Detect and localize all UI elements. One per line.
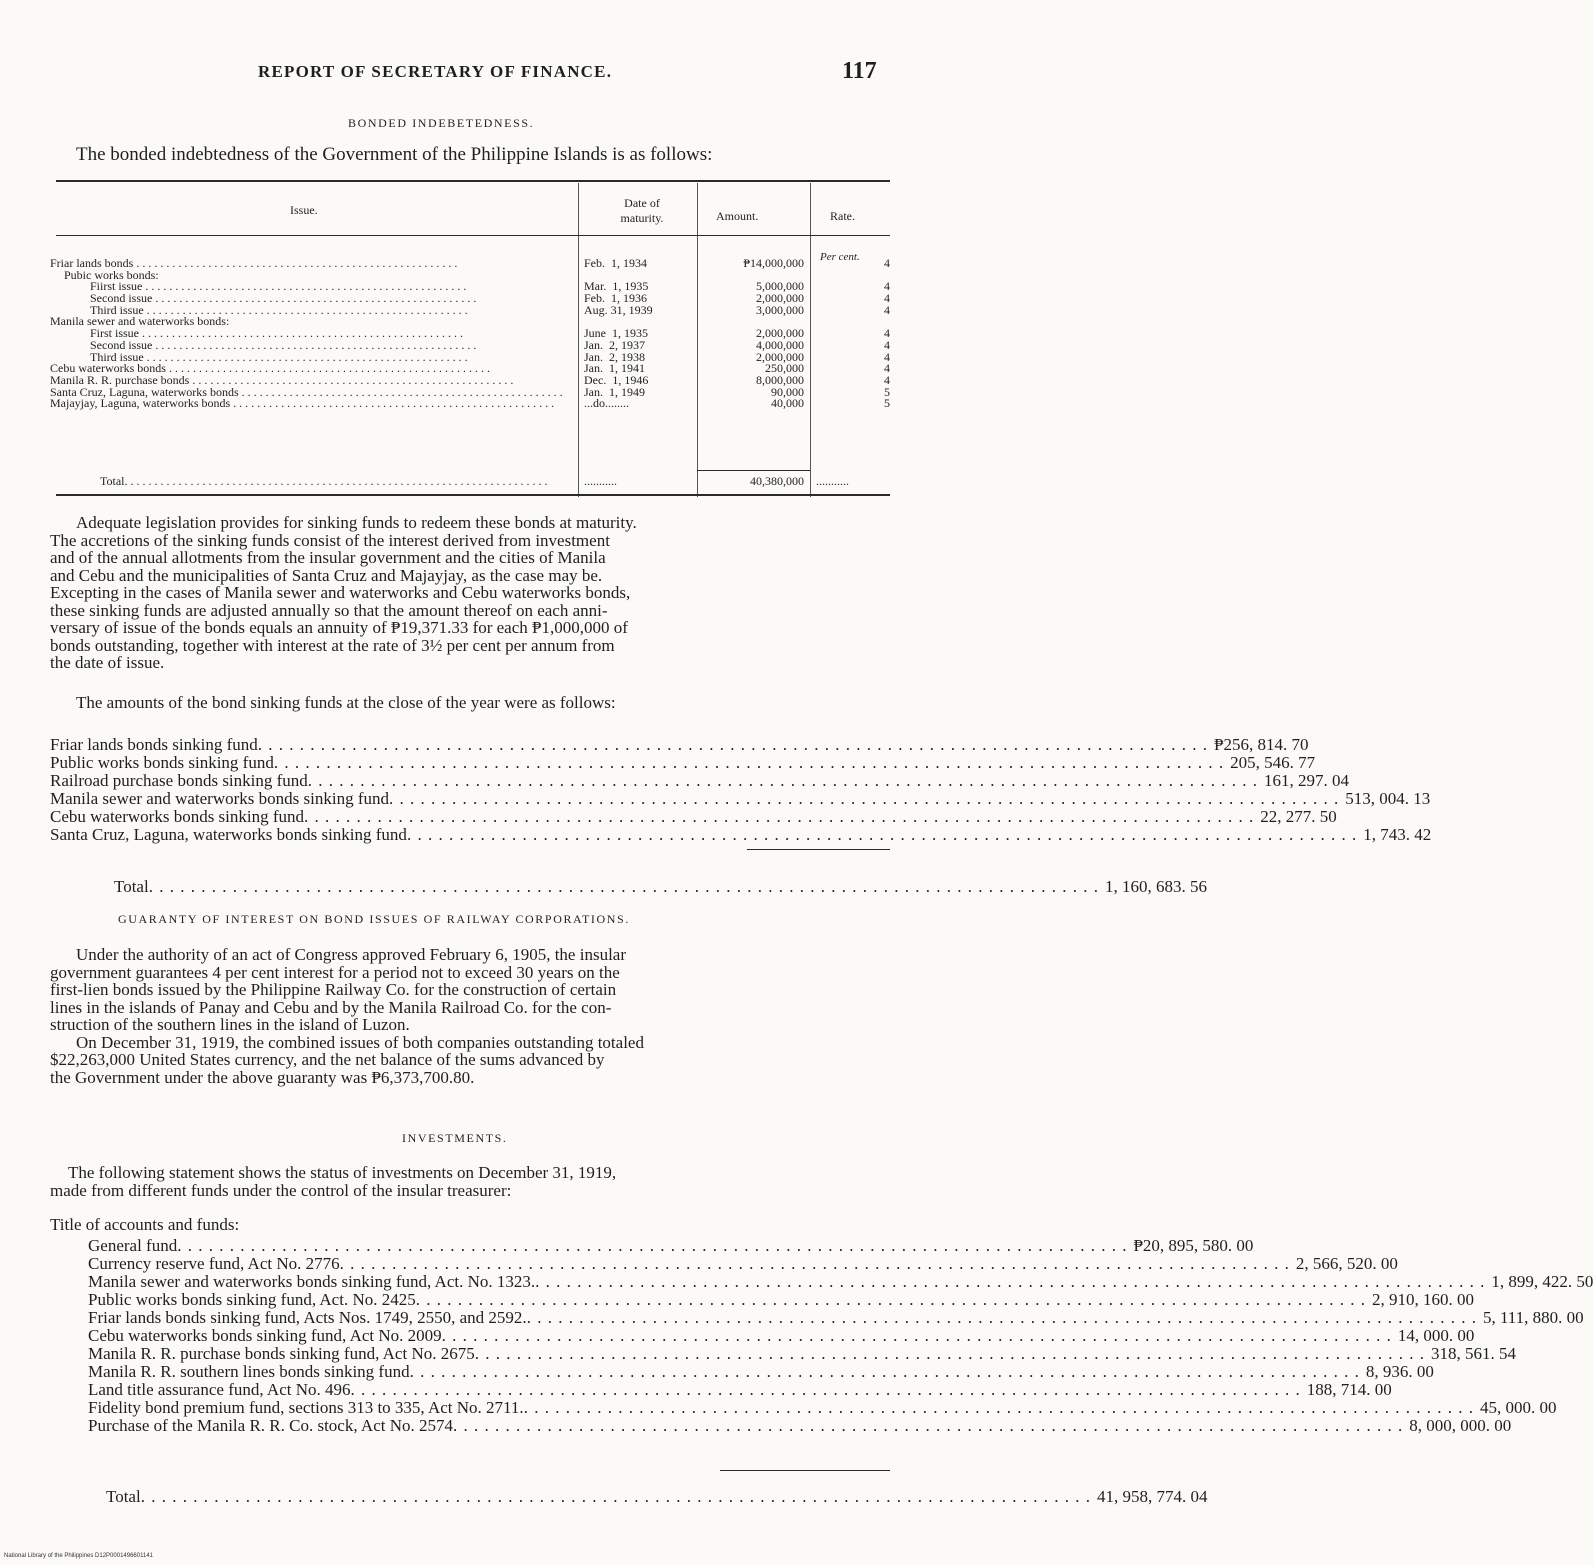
investment-row-value: 188, 714. 00: [1306, 1380, 1392, 1399]
bond-row-issue: Friar lands bonds . . . . . . . . . . . . . . . . . . . . . . . . . . . . . . . . . . . . . . . . . . . . . . . . . . . . . .: [50, 256, 458, 270]
bond-issue-label: Manila sewer and waterworks bonds:: [50, 314, 230, 329]
bond-row-amount: 3,000,000: [756, 302, 804, 317]
bond-row-amount: 250,000: [765, 361, 804, 376]
investments-total-value: 41, 958, 774. 04: [1096, 1487, 1208, 1506]
bond-maturity-column: [584, 258, 694, 410]
bond-issue-label: Second issue: [90, 291, 153, 306]
sinking-fund-list: [50, 735, 1432, 844]
investment-row-value: 318, 561. 54: [1430, 1344, 1516, 1363]
bond-row-maturity: Feb. 1, 1936: [584, 291, 647, 306]
col-header-maturity-line1: Date of: [624, 196, 660, 210]
investment-row-value: 2, 910, 160. 00: [1371, 1290, 1474, 1309]
bond-row-amount: 8,000,000: [756, 372, 804, 387]
bond-issue-label: Fiirst issue: [90, 279, 143, 294]
investment-row-value: ₱20, 895, 580. 00: [1133, 1236, 1254, 1255]
running-head: REPORT OF SECRETARY OF FINANCE.: [258, 62, 613, 81]
bond-row-issue: Second issue . . . . . . . . . . . . . . . . . . . . . . . . . . . . . . . . . . . . . . . . . . . . . . . . . . . . . .: [90, 291, 477, 306]
bond-row-rate: 4: [884, 326, 890, 341]
investment-row-value: 8, 000, 000. 00: [1409, 1416, 1512, 1435]
investments-intro-line: made from different funds under the control of the insular treasurer:: [50, 1180, 512, 1200]
bond-row-maturity: Aug. 31, 1939: [584, 302, 653, 317]
bond-row-maturity: June 1, 1935: [584, 326, 648, 341]
investment-row-value: 2, 566, 520. 00: [1295, 1254, 1398, 1273]
sinking-fund-row: [50, 825, 1432, 844]
bond-row-rate: [812, 270, 890, 282]
bond-issue-label: Manila R. R. purchase bonds: [50, 372, 190, 387]
investments-intro-line: The following statement shows the status of investments on December 31, 1919,: [68, 1163, 617, 1182]
bond-row-amount: 2,000,000: [756, 326, 804, 341]
bond-row-rate: 4: [884, 361, 890, 376]
bond-row-issue: Manila R. R. purchase bonds . . . . . . . . . . . . . . . . . . . . . . . . . . . . . . . . . . . . . . . . . . . . . . . . . . . . . .: [50, 372, 514, 387]
investment-row-label: General fund: [88, 1236, 178, 1255]
bond-issue-label: Cebu waterworks bonds: [50, 361, 166, 376]
investments-total: [106, 1487, 1208, 1506]
investments-list: [88, 1236, 1593, 1435]
sinking-fund-row: [50, 771, 1350, 790]
bond-issue-label: Third issue: [90, 302, 144, 317]
investment-row-value: 45, 000. 00: [1479, 1398, 1557, 1417]
table-top-rule: [56, 180, 890, 182]
sinking-paragraph-line: and Cebu and the municipalities of Santa Cruz and Majayjay, as the case may be.: [50, 565, 603, 585]
sinking-fund-row: [50, 753, 1316, 772]
sinking-fund-row-label: Manila sewer and waterworks bonds sinking fund: [50, 789, 389, 808]
section-heading-bonded: BONDED INDEBETEDNESS.: [348, 116, 535, 130]
bond-rate-column: [812, 258, 890, 410]
investment-row: [88, 1236, 1254, 1255]
bond-row-issue: First issue . . . . . . . . . . . . . . . . . . . . . . . . . . . . . . . . . . . . . . . . . . . . . . . . . . . . . .: [90, 326, 464, 341]
sinking-total-value: 1, 160, 683. 56: [1104, 877, 1207, 896]
bond-row-maturity: ...do........: [584, 396, 629, 411]
bond-row-amount: 40,000: [771, 396, 804, 411]
bond-row-amount: 4,000,000: [756, 337, 804, 352]
sinking-fund-row-label: Public works bonds sinking fund: [50, 753, 274, 772]
sinking-paragraph-line: Excepting in the cases of Manila sewer and waterworks and Cebu waterworks bonds,: [50, 583, 631, 602]
page-number: 117: [842, 58, 877, 84]
sinking-paragraph-line: and of the annual allotments from the insular government and the cities of Manila: [50, 548, 606, 567]
bond-row-issue: Majayjay, Laguna, waterworks bonds . . . . . . . . . . . . . . . . . . . . . . . . . . . . . . . . . . . . . . . . . . . . . . . . . . . . . .: [50, 396, 555, 411]
table-col-divider: [578, 183, 579, 497]
guaranty-paragraph-line: government guarantees 4 per cent interest for a period not to exceed 30 years on the: [50, 962, 620, 982]
sinking-fund-row-label: Cebu waterworks bonds sinking fund: [50, 807, 305, 826]
bond-row-maturity: Jan. 1, 1941: [584, 361, 645, 376]
table-bottom-rule: [56, 494, 890, 496]
bond-row-maturity: Mar. 1, 1935: [584, 279, 649, 294]
guaranty-paragraph-line: the Government under the above guaranty was ₱6,373,700.80.: [50, 1067, 475, 1087]
investment-row-value: 1, 899, 422. 50: [1491, 1272, 1593, 1291]
investment-row: [88, 1290, 1474, 1309]
bond-row-maturity: Jan. 2, 1937: [584, 337, 645, 352]
guaranty-paragraph-line: On December 31, 1919, the combined issues of both companies outstanding totaled: [76, 1032, 644, 1052]
bond-issue-column: [50, 258, 578, 410]
rate-unit: Per cent.: [820, 251, 860, 263]
investment-row: [88, 1308, 1584, 1327]
investment-row-label: Manila sewer and waterworks bonds sinking fund, Act. No. 1323.: [88, 1272, 536, 1291]
bond-row-issue: Santa Cruz, Laguna, waterworks bonds . . . . . . . . . . . . . . . . . . . . . . . . . . . . . . . . . . . . . . . . . . . . . . . . . . . . . .: [50, 384, 563, 399]
investment-row-label: Public works bonds sinking fund, Act. No. 2425: [88, 1290, 416, 1309]
investment-row: [88, 1344, 1516, 1363]
footer-stamp: National Library of the Philippines D12P0001496601141: [4, 1553, 153, 1559]
investment-row: [88, 1326, 1475, 1345]
investment-row-label: Manila R. R. purchase bonds sinking fund, Act No. 2675: [88, 1344, 475, 1363]
guaranty-paragraph-line: $22,263,000 United States currency, and the net balance of the sums advanced by: [50, 1050, 605, 1069]
investment-row: [88, 1272, 1593, 1291]
bond-row-amount: ₱14,000,000: [743, 256, 804, 270]
sinking-intro: The amounts of the bond sinking funds at the close of the year were as follows:: [76, 693, 616, 712]
sinking-paragraph-line: Adequate legislation provides for sinking funds to redeem these bonds at maturity.: [76, 513, 637, 532]
investments-intro: [50, 1164, 890, 1199]
bond-row-maturity: Jan. 1, 1949: [584, 384, 645, 399]
sinking-fund-row-label: Friar lands bonds sinking fund: [50, 735, 258, 754]
bond-row-maturity: Jan. 2, 1938: [584, 349, 645, 364]
bond-row-maturity: Feb. 1, 1934: [584, 256, 647, 270]
sinking-fund-row-value: 1, 743. 42: [1363, 825, 1432, 844]
bond-row-issue: Cebu waterworks bonds . . . . . . . . . . . . . . . . . . . . . . . . . . . . . . . . . . . . . . . . . . . . . . . . . . . . . .: [50, 361, 490, 376]
sinking-fund-row-value: 513, 004. 13: [1345, 789, 1431, 808]
sinking-fund-row: [50, 789, 1431, 808]
investment-row-value: 14, 000. 00: [1397, 1326, 1475, 1345]
col-header-rate: Rate.: [830, 209, 855, 223]
sinking-total: [114, 877, 1207, 896]
sinking-fund-row-value: 205, 546. 77: [1230, 753, 1316, 772]
table-header-rule: [56, 235, 890, 236]
investment-row-label: Fidelity bond premium fund, sections 313 to 335, Act No. 2711.: [88, 1398, 524, 1417]
bond-row-rate: [812, 316, 890, 328]
guaranty-paragraph-line: Under the authority of an act of Congress approved February 6, 1905, the insular: [76, 945, 626, 964]
bond-issue-label: Santa Cruz, Laguna, waterworks bonds: [50, 384, 239, 399]
bond-issue-label: Majayjay, Laguna, waterworks bonds: [50, 396, 231, 411]
guaranty-paragraph-line: lines in the islands of Panay and Cebu and by the Manila Railroad Co. for the con-: [50, 997, 612, 1017]
bond-row-rate: 4: [884, 302, 890, 317]
bond-row-issue: Second issue . . . . . . . . . . . . . . . . . . . . . . . . . . . . . . . . . . . . . . . . . . . . . . . . . . . . . .: [90, 337, 477, 352]
sinking-paragraph-line: versary of issue of the bonds equals an annuity of ₱19,371.33 for each ₱1,000,000 of: [50, 618, 628, 637]
bond-row-rate: 4: [884, 337, 890, 352]
investment-row: [88, 1254, 1398, 1273]
investments-total-rule: [720, 1470, 890, 1471]
investments-subheading: Title of accounts and funds:: [50, 1215, 240, 1234]
bond-row-maturity: Dec. 1, 1946: [584, 372, 649, 387]
bond-row-rate: 4: [884, 256, 890, 270]
investments-total-label: Total: [106, 1487, 141, 1506]
sinking-paragraph-line: the date of issue.: [50, 653, 165, 672]
investment-row: [88, 1398, 1557, 1417]
bond-row-rate: 4: [884, 349, 890, 364]
bond-row-issue: Third issue . . . . . . . . . . . . . . . . . . . . . . . . . . . . . . . . . . . . . . . . . . . . . . . . . . . . . .: [90, 302, 468, 317]
bond-total-maturity: ...........: [584, 474, 617, 488]
investment-row-label: Land title assurance fund, Act No. 496: [88, 1380, 351, 1399]
section-heading-guaranty: GUARANTY OF INTEREST ON BOND ISSUES OF RAILWAY CORPORATIONS.: [118, 912, 630, 926]
bond-total-rate: ...........: [816, 474, 849, 488]
bond-row-rate: 5: [884, 384, 890, 399]
sinking-paragraph-line: bonds outstanding, together with interest at the rate of 3½ per cent per annum from: [50, 635, 615, 655]
investment-row-value: 8, 936. 00: [1365, 1362, 1434, 1381]
bond-total-label: Total: [100, 474, 125, 488]
investment-row-label: Manila R. R. southern lines bonds sinking fund: [88, 1362, 410, 1381]
sinking-fund-row-value: 161, 297. 04: [1264, 771, 1350, 790]
investment-row-label: Currency reserve fund, Act No. 2776: [88, 1254, 340, 1273]
col-header-maturity: [612, 196, 672, 226]
col-header-issue: Issue.: [290, 203, 318, 217]
guaranty-paragraph-line: first-lien bonds issued by the Philippine Railway Co. for the construction of certain: [50, 980, 617, 999]
bond-row-amount: 2,000,000: [756, 349, 804, 364]
bond-row-amount: 90,000: [771, 384, 804, 399]
bond-row-rate: 4: [884, 279, 890, 294]
investment-row: [88, 1416, 1512, 1435]
total-rule: [697, 470, 810, 471]
bond-total-row: Total. . . . . . . . . . . . . . . . . . . . . . . . . . . . . . . . . . . . . . . . . . . . . . . . . . . . . . . . . . . . . . . . . . . . . . .: [100, 474, 548, 488]
bond-row-amount: 5,000,000: [756, 279, 804, 294]
bond-issue-label: Second issue: [90, 337, 153, 352]
bond-row-issue: Fiirst issue . . . . . . . . . . . . . . . . . . . . . . . . . . . . . . . . . . . . . . . . . . . . . . . . . . . . . .: [90, 279, 467, 294]
sinking-fund-row-value: 22, 277. 50: [1260, 807, 1337, 826]
sinking-fund-row-label: Railroad purchase bonds sinking fund: [50, 771, 308, 790]
guaranty-paragraphs: [50, 946, 890, 1086]
bond-issue-label: Pubic works bonds:: [64, 267, 159, 282]
investment-row-label: Friar lands bonds sinking fund, Acts Nos. 1749, 2550, and 2592.: [88, 1308, 527, 1327]
guaranty-paragraph-line: struction of the southern lines in the island of Luzon.: [50, 1015, 410, 1034]
bond-total-amount: 40,380,000: [750, 474, 804, 488]
investment-row-value: 5, 111, 880. 00: [1482, 1308, 1584, 1327]
sinking-total-label: Total: [114, 877, 149, 896]
bond-row-rate: 4: [884, 372, 890, 387]
sinking-fund-row-label: Santa Cruz, Laguna, waterworks bonds sinking fund: [50, 825, 407, 844]
investment-row: [88, 1362, 1434, 1381]
col-header-maturity-line2: maturity.: [620, 211, 664, 225]
bonded-intro: The bonded indebtedness of the Government of the Philippine Islands is as follows:: [76, 144, 713, 165]
sinking-fund-row-value: ₱256, 814. 70: [1214, 735, 1309, 754]
investment-row: [88, 1380, 1392, 1399]
bond-issue-label: First issue: [90, 326, 140, 341]
section-heading-investments: INVESTMENTS.: [402, 1131, 508, 1145]
sinking-fund-row: [50, 807, 1337, 826]
sinking-paragraph-line: The accretions of the sinking funds consist of the interest derived from investment: [50, 530, 610, 550]
sinking-paragraph-line: these sinking funds are adjusted annually so that the amount thereof on each anni-: [50, 600, 608, 620]
sinking-total-rule: [747, 849, 890, 850]
sinking-fund-paragraph: [50, 514, 890, 672]
bond-row-amount: 2,000,000: [756, 291, 804, 306]
bond-amount-column: [700, 258, 804, 410]
bond-issue-label: Third issue: [90, 349, 144, 364]
col-header-amount: Amount.: [716, 209, 759, 223]
sinking-fund-row: [50, 735, 1309, 754]
bond-row-rate: 4: [884, 291, 890, 306]
table-col-divider: [810, 183, 811, 497]
investment-row-label: Cebu waterworks bonds sinking fund, Act No. 2009: [88, 1326, 442, 1345]
investment-row-label: Purchase of the Manila R. R. Co. stock, Act No. 2574: [88, 1416, 453, 1435]
bond-issue-label: Friar lands bonds: [50, 256, 134, 270]
bond-row-rate: 5: [884, 396, 890, 411]
table-col-divider: [697, 183, 698, 497]
bond-row-issue: Third issue . . . . . . . . . . . . . . . . . . . . . . . . . . . . . . . . . . . . . . . . . . . . . . . . . . . . . .: [90, 349, 468, 364]
